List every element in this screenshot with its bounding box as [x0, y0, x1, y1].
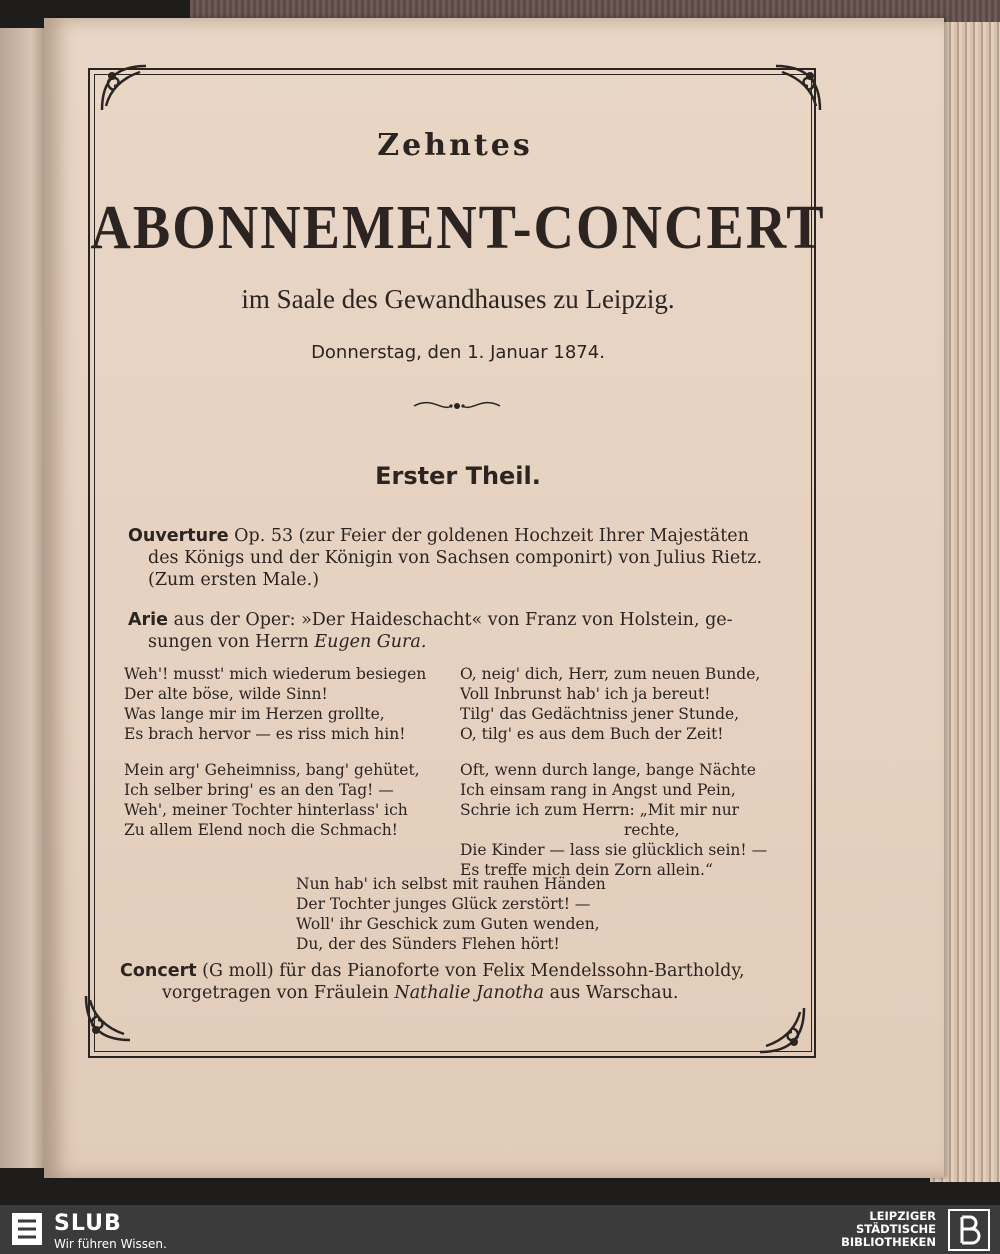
program-item-arie [128, 609, 788, 653]
poem-line: Schrie ich zum Herrn: „Mit mir nur [460, 801, 740, 819]
poem-line: Ich selber bring' es an den Tag! — [124, 781, 394, 799]
concert-number: Zehntes [377, 128, 533, 163]
library-logo-icon[interactable] [948, 1209, 990, 1251]
poem-line: Nun hab' ich selbst mit rauhen Händen [296, 875, 606, 893]
poem-line: rechte, [624, 821, 680, 839]
poem-line: Ich einsam rang in Angst und Pein, [460, 781, 736, 799]
poem-right-column [460, 664, 767, 880]
poem-line: Weh'! musst' mich wiederum besiegen [124, 665, 427, 683]
poem-line: Es treffe mich dein Zorn allein.“ [460, 861, 713, 879]
singer-name: Eugen Gura. [314, 632, 427, 652]
poem-line: Tilg' das Gedächtniss jener Stunde, [460, 705, 740, 723]
poem-line: Der Tochter junges Glück zerstört! — [296, 895, 591, 913]
poem-center-stanza [296, 874, 606, 954]
item-text: (Zum ersten Male.) [148, 570, 320, 590]
slub-logo-icon[interactable] [12, 1213, 42, 1245]
poem-line: Voll Inbrunst hab' ich ja bereut! [460, 685, 711, 703]
poem-left-column [124, 664, 426, 840]
slub-tagline: Wir führen Wissen. [54, 1237, 167, 1251]
section-title: Erster Theil. [375, 462, 541, 490]
poem-line: Woll' ihr Geschick zum Guten wenden, [296, 915, 600, 933]
poem-line: Zu allem Elend noch die Schmach! [124, 821, 398, 839]
page-title: ABONNEMENT-CONCERT [90, 193, 826, 263]
divider-ornament-icon [412, 398, 502, 414]
poem-line: Was lange mir im Herzen grollte, [124, 705, 385, 723]
poem-line: O, tilg' es aus dem Buch der Zeit! [460, 725, 724, 743]
poem-line: Der alte böse, wilde Sinn! [124, 685, 328, 703]
poem-line: Die Kinder — lass sie glücklich sein! — [460, 841, 768, 859]
program-item-concert [120, 960, 780, 1004]
poem-line: O, neig' dich, Herr, zum neuen Bunde, [460, 665, 761, 683]
poem-line: Du, der des Sünders Flehen hört! [296, 935, 560, 953]
poem-line: Mein arg' Geheimniss, bang' gehütet, [124, 761, 420, 779]
item-text: des Königs und der Königin von Sachsen componirt) von Julius Rietz. [148, 548, 763, 568]
library-name-line: BIBLIOTHEKEN [841, 1235, 936, 1249]
item-text: aus der Oper: »Der Haideschacht« von Franz von Holstein, ge- [168, 610, 733, 630]
item-text: aus Warschau. [544, 983, 679, 1003]
item-label: Arie [128, 610, 169, 630]
library-name[interactable] [841, 1210, 936, 1249]
poem-line: Weh', meiner Tochter hinterlass' ich [124, 801, 408, 819]
viewer-footer [0, 1205, 1000, 1254]
library-name-line: STÄDTISCHE [855, 1222, 936, 1236]
venue-line: im Saale des Gewandhauses zu Leipzig. [241, 284, 675, 314]
item-text: vorgetragen von Fräulein [162, 983, 395, 1003]
library-name-line: LEIPZIGER [869, 1209, 936, 1223]
item-text: (G moll) für das Pianoforte von Felix Mendelssohn-Bartholdy, [196, 961, 745, 981]
item-text: sungen von Herrn [148, 632, 315, 652]
item-label: Ouverture [128, 526, 229, 546]
poem-line: Es brach hervor — es riss mich hin! [124, 725, 406, 743]
item-text: Op. 53 (zur Feier der goldenen Hochzeit Ihrer Majestäten [228, 526, 749, 546]
program-item-ouverture [128, 525, 788, 591]
performer-name: Nathalie Janotha [394, 983, 545, 1003]
concert-date: Donnerstag, den 1. Januar 1874. [311, 342, 605, 363]
slub-name[interactable]: SLUB [54, 1211, 122, 1236]
item-label: Concert [120, 961, 197, 981]
poem-line: Oft, wenn durch lange, bange Nächte [460, 761, 756, 779]
